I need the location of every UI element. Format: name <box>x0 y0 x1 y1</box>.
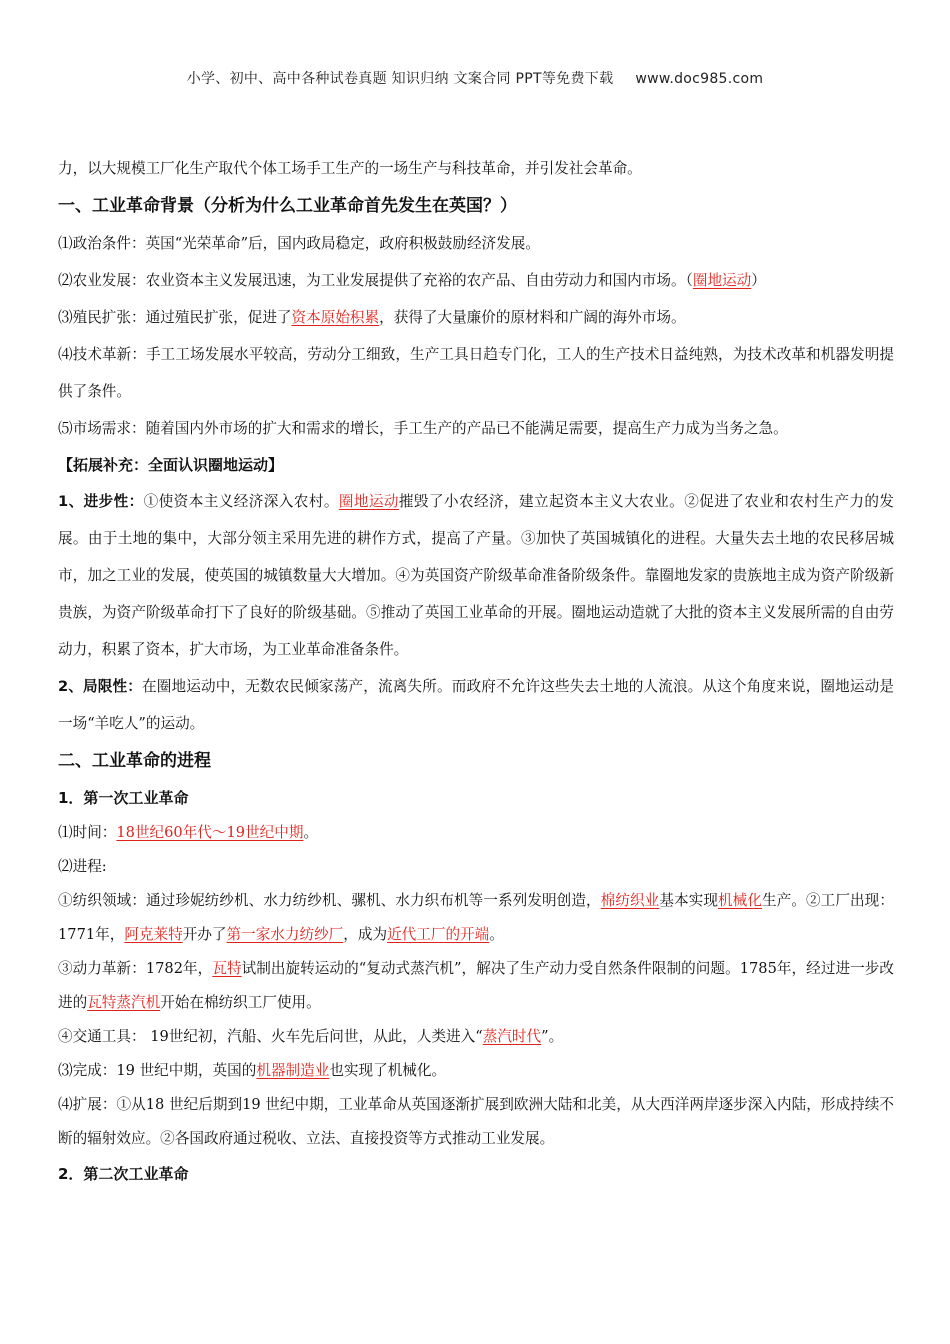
section1-title: 一、工业革命背景（分析为什么工业革命首先发生在英国？） <box>58 196 517 216</box>
page-header <box>0 68 950 88</box>
completion-paragraph: ⑶完成：19 世纪中期，英国的机器制造业也实现了机械化。 <box>58 1062 447 1079</box>
header-text: 小学、初中、高中各种试卷真题 知识归纳 文案合同 PPT等免费下载 <box>186 71 614 87</box>
expansion-paragraph: ⑷扩展：①从18 世纪后期到19 世纪中期，工业革命从英国逐渐扩展到欧洲大陆和北美，从大西洋两岸逐步深入内陆，形成持续不断的辐射效应。②各国政府通过税收、立法、直接投资等方式推动工业发展。 <box>58 1096 894 1147</box>
first-revolution-title: 1．第一次工业革命 <box>58 789 189 807</box>
link-mechanization[interactable]: 机械化 <box>718 892 763 909</box>
link-cotton[interactable]: 棉纺织业 <box>600 892 660 909</box>
header-site: www.doc985.com <box>635 71 764 87</box>
background-item-3: ⑶殖民扩张：通过殖民扩张，促进了资本原始积累，获得了大量廉价的原材料和广阔的海外市场。 <box>58 309 686 326</box>
background-item-4: ⑷技术革新：手工工场发展水平较高，劳动分工细致，生产工具日趋专门化，工人的生产技术日益纯熟，为技术改革和机器发明提供了条件。 <box>58 346 894 400</box>
link-modern-factory[interactable]: 近代工厂的开端 <box>387 926 490 943</box>
transport-paragraph: ④交通工具： 19世纪初，汽船、火车先后问世，从此，人类进入“蒸汽时代”。 <box>58 1028 564 1045</box>
link-primitive-accumulation[interactable]: 资本原始积累 <box>291 309 380 326</box>
link-watt-engine[interactable]: 瓦特蒸汽机 <box>87 994 161 1011</box>
link-arkwright[interactable]: 阿克莱特 <box>124 926 183 943</box>
second-revolution-title: 2．第二次工业革命 <box>58 1165 189 1183</box>
link-machine-building[interactable]: 机器制造业 <box>256 1062 330 1079</box>
textile-paragraph: ①纺织领域：通过珍妮纺纱机、水力纺纱机、骡机、水力织布机等一系列发明创造，棉纺织业基本实现机械化生产。②工厂出现：1771年，阿克莱特开办了第一家水力纺纱厂，成为近代工厂的开端。 <box>58 892 894 943</box>
link-watt[interactable]: 瓦特 <box>212 960 242 977</box>
link-steam-age[interactable]: 蒸汽时代 <box>482 1028 542 1045</box>
link-time-range[interactable]: 18世纪60年代～19世纪中期 <box>116 824 304 841</box>
intro-paragraph: 力，以大规模工厂化生产取代个体工场手工生产的一场生产与科技革命，并引发社会革命。 <box>58 160 642 177</box>
power-paragraph: ③动力革新：1782年，瓦特试制出旋转运动的“复动式蒸汽机”，解决了生产动力受自然条件限制的问题。1785年，经过进一步改进的瓦特蒸汽机开始在棉纺织工厂使用。 <box>58 960 894 1011</box>
section2-title: 二、工业革命的进程 <box>58 751 211 771</box>
time-line: ⑴时间：18世纪60年代～19世纪中期。 <box>58 824 319 841</box>
link-enclosure-2[interactable]: 圈地运动 <box>338 493 399 510</box>
supplement-limitation: 2、局限性：在圈地运动中，无数农民倾家荡产，流离失所。而政府不允许这些失去土地的人流浪。从这个角度来说，圈地运动是一场“羊吃人”的运动。 <box>58 678 894 732</box>
background-item-5: ⑸市场需求：随着国内外市场的扩大和需求的增长，手工生产的产品已不能满足需要，提高生产力成为当务之急。 <box>58 420 788 437</box>
supplement-progress: 1、进步性：①使资本主义经济深入农村。圈地运动摧毁了小农经济，建立起资本主义大农业。②促进了农业和农村生产力的发展。由于土地的集中，大部分领主采用先进的耕作方式，提高了产量。③加快了英国城镇化的进程。大量失去土地的农民移居城市，加之工业的发展，使英国的城镇数量大大增加。④为英国资产阶级革命准备阶级条件。靠圈地发家的贵族地主成为资产阶级新贵族，为资产阶级革命打下了良好的阶级基础。⑤推动了英国工业革命的开展。圈地运动造就了大批的资本主义发展所需的自由劳动力，积累了资本，扩大市场，为工业革命准备条件。 <box>58 493 894 658</box>
supplement-title: 【拓展补充：全面认识圈地运动】 <box>58 456 284 474</box>
document-body <box>58 150 894 1192</box>
link-enclosure[interactable]: 圈地运动 <box>692 272 752 289</box>
background-item-1: ⑴政治条件：英国“光荣革命”后，国内政局稳定，政府积极鼓励经济发展。 <box>58 235 540 252</box>
background-item-2: ⑵农业发展：农业资本主义发展迅速，为工业发展提供了充裕的农产品、自由劳动力和国内市场。（圈地运动） <box>58 272 766 289</box>
process-label: ⑵进程: <box>58 858 107 875</box>
link-first-mill[interactable]: 第一家水力纺纱厂 <box>226 926 344 943</box>
